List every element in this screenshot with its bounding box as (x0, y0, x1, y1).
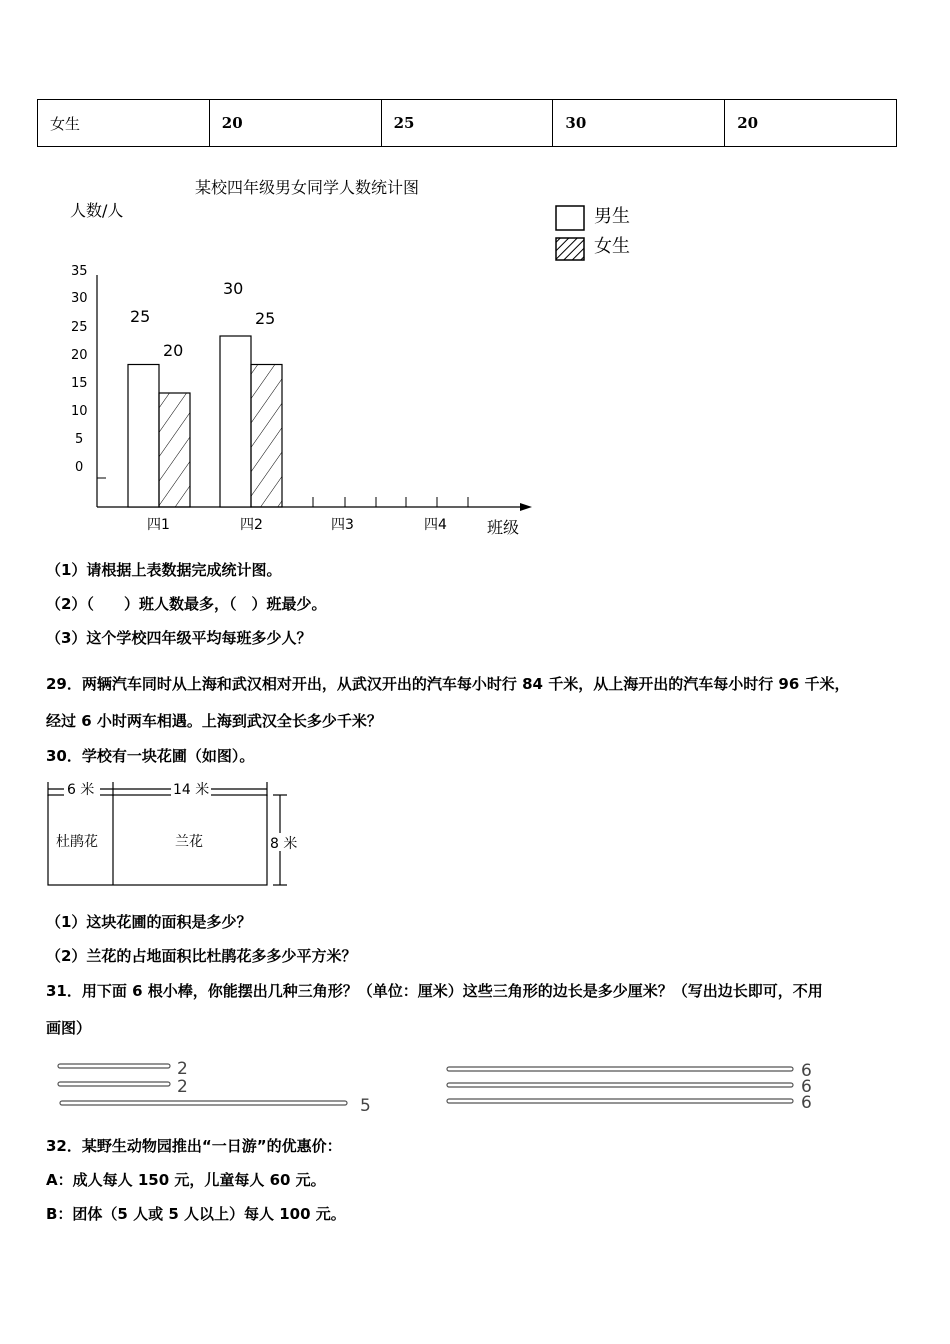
table-cell: 30 (553, 100, 725, 147)
dim-height: 8 米 (270, 836, 298, 852)
stick (447, 1067, 793, 1071)
stick-length: 6 (801, 1077, 812, 1097)
x-category-label: 四1 (147, 517, 170, 533)
question-32-option-a: A：成人每人 150 元，儿童每人 60 元。 (46, 1171, 326, 1189)
y-tick-label: 30 (71, 291, 88, 306)
sticks-figure (50, 1055, 830, 1115)
question-28-2: （2）（ ）班人数最多，（ ）班最少。 (46, 595, 327, 613)
question-31-line1: 31．用下面 6 根小棒，你能摆出几种三角形？（单位：厘米）这些三角形的边长是多少厘米？（写出边长即可，不用 (46, 982, 823, 1000)
data-table (37, 99, 897, 147)
question-28-1: （1）请根据上表数据完成统计图。 (46, 561, 282, 579)
y-axis-label: 人数/人 (70, 201, 124, 220)
y-tick-label: 0 (75, 460, 84, 475)
bar-value-label: 25 (255, 309, 276, 328)
label-azalea: 杜鹃花 (56, 834, 98, 850)
legend-label-girls: 女生 (594, 236, 630, 257)
bar-chart (0, 160, 660, 550)
table-cell: 25 (381, 100, 553, 147)
chart-title: 某校四年级男女同学人数统计图 (195, 178, 420, 197)
question-28-3: （3）这个学校四年级平均每班多少人？ (46, 629, 312, 647)
dim-left-width: 6 米 (67, 782, 95, 798)
bar-boys (220, 336, 251, 507)
bar-value-label: 25 (130, 307, 151, 326)
garden-diagram (40, 775, 310, 890)
bar-value-label: 20 (163, 341, 184, 360)
x-axis-arrow (520, 503, 532, 511)
row-header: 女生 (38, 100, 210, 147)
x-category-label: 四3 (331, 517, 354, 533)
bar-girls (251, 365, 282, 508)
table-row (38, 100, 897, 147)
y-tick-label: 25 (71, 320, 88, 335)
y-tick-label: 20 (71, 348, 88, 363)
bar-boys (128, 365, 159, 508)
legend-label-boys: 男生 (594, 206, 630, 227)
question-30: 30．学校有一块花圃（如图）。 (46, 747, 255, 765)
legend-swatch-girls (556, 238, 584, 260)
stick-length: 5 (360, 1096, 371, 1115)
x-category-label: 四2 (240, 517, 263, 533)
stick (60, 1101, 347, 1105)
question-32-option-b: B：团体（5 人或 5 人以上）每人 100 元。 (46, 1205, 346, 1223)
bar-value-label: 30 (223, 279, 244, 298)
y-tick-label: 35 (71, 264, 88, 279)
dim-right-width: 14 米 (173, 782, 210, 798)
y-tick-label: 5 (75, 432, 84, 447)
question-31-line2: 画图） (46, 1019, 92, 1037)
stick (58, 1064, 170, 1068)
question-32: 32．某野生动物园推出“一日游”的优惠价： (46, 1137, 342, 1155)
stick-length: 2 (177, 1059, 188, 1079)
x-axis-label: 班级 (487, 518, 520, 537)
y-tick-label: 10 (71, 404, 88, 419)
question-30-1: （1）这块花圃的面积是多少？ (46, 913, 252, 931)
stick (58, 1082, 170, 1086)
question-29-line1: 29．两辆汽车同时从上海和武汉相对开出，从武汉开出的汽车每小时行 84 千米，从上海开出的汽车每小时行 96 千米， (46, 675, 850, 693)
y-tick-label: 15 (71, 376, 88, 391)
question-29-line2: 经过 6 小时两车相遇。上海到武汉全长多少千米？ (46, 712, 382, 730)
stick (447, 1099, 793, 1103)
legend-swatch-boys (556, 206, 584, 230)
x-category-label: 四4 (424, 517, 447, 533)
stick-length: 2 (177, 1077, 188, 1097)
table-cell: 20 (725, 100, 897, 147)
stick-length: 6 (801, 1061, 812, 1081)
bar-girls (159, 393, 190, 507)
label-orchid: 兰花 (175, 834, 203, 850)
question-30-2: （2）兰花的占地面积比杜鹃花多多少平方米？ (46, 947, 357, 965)
stick (447, 1083, 793, 1087)
stick-length: 6 (801, 1093, 812, 1113)
table-cell: 20 (209, 100, 381, 147)
